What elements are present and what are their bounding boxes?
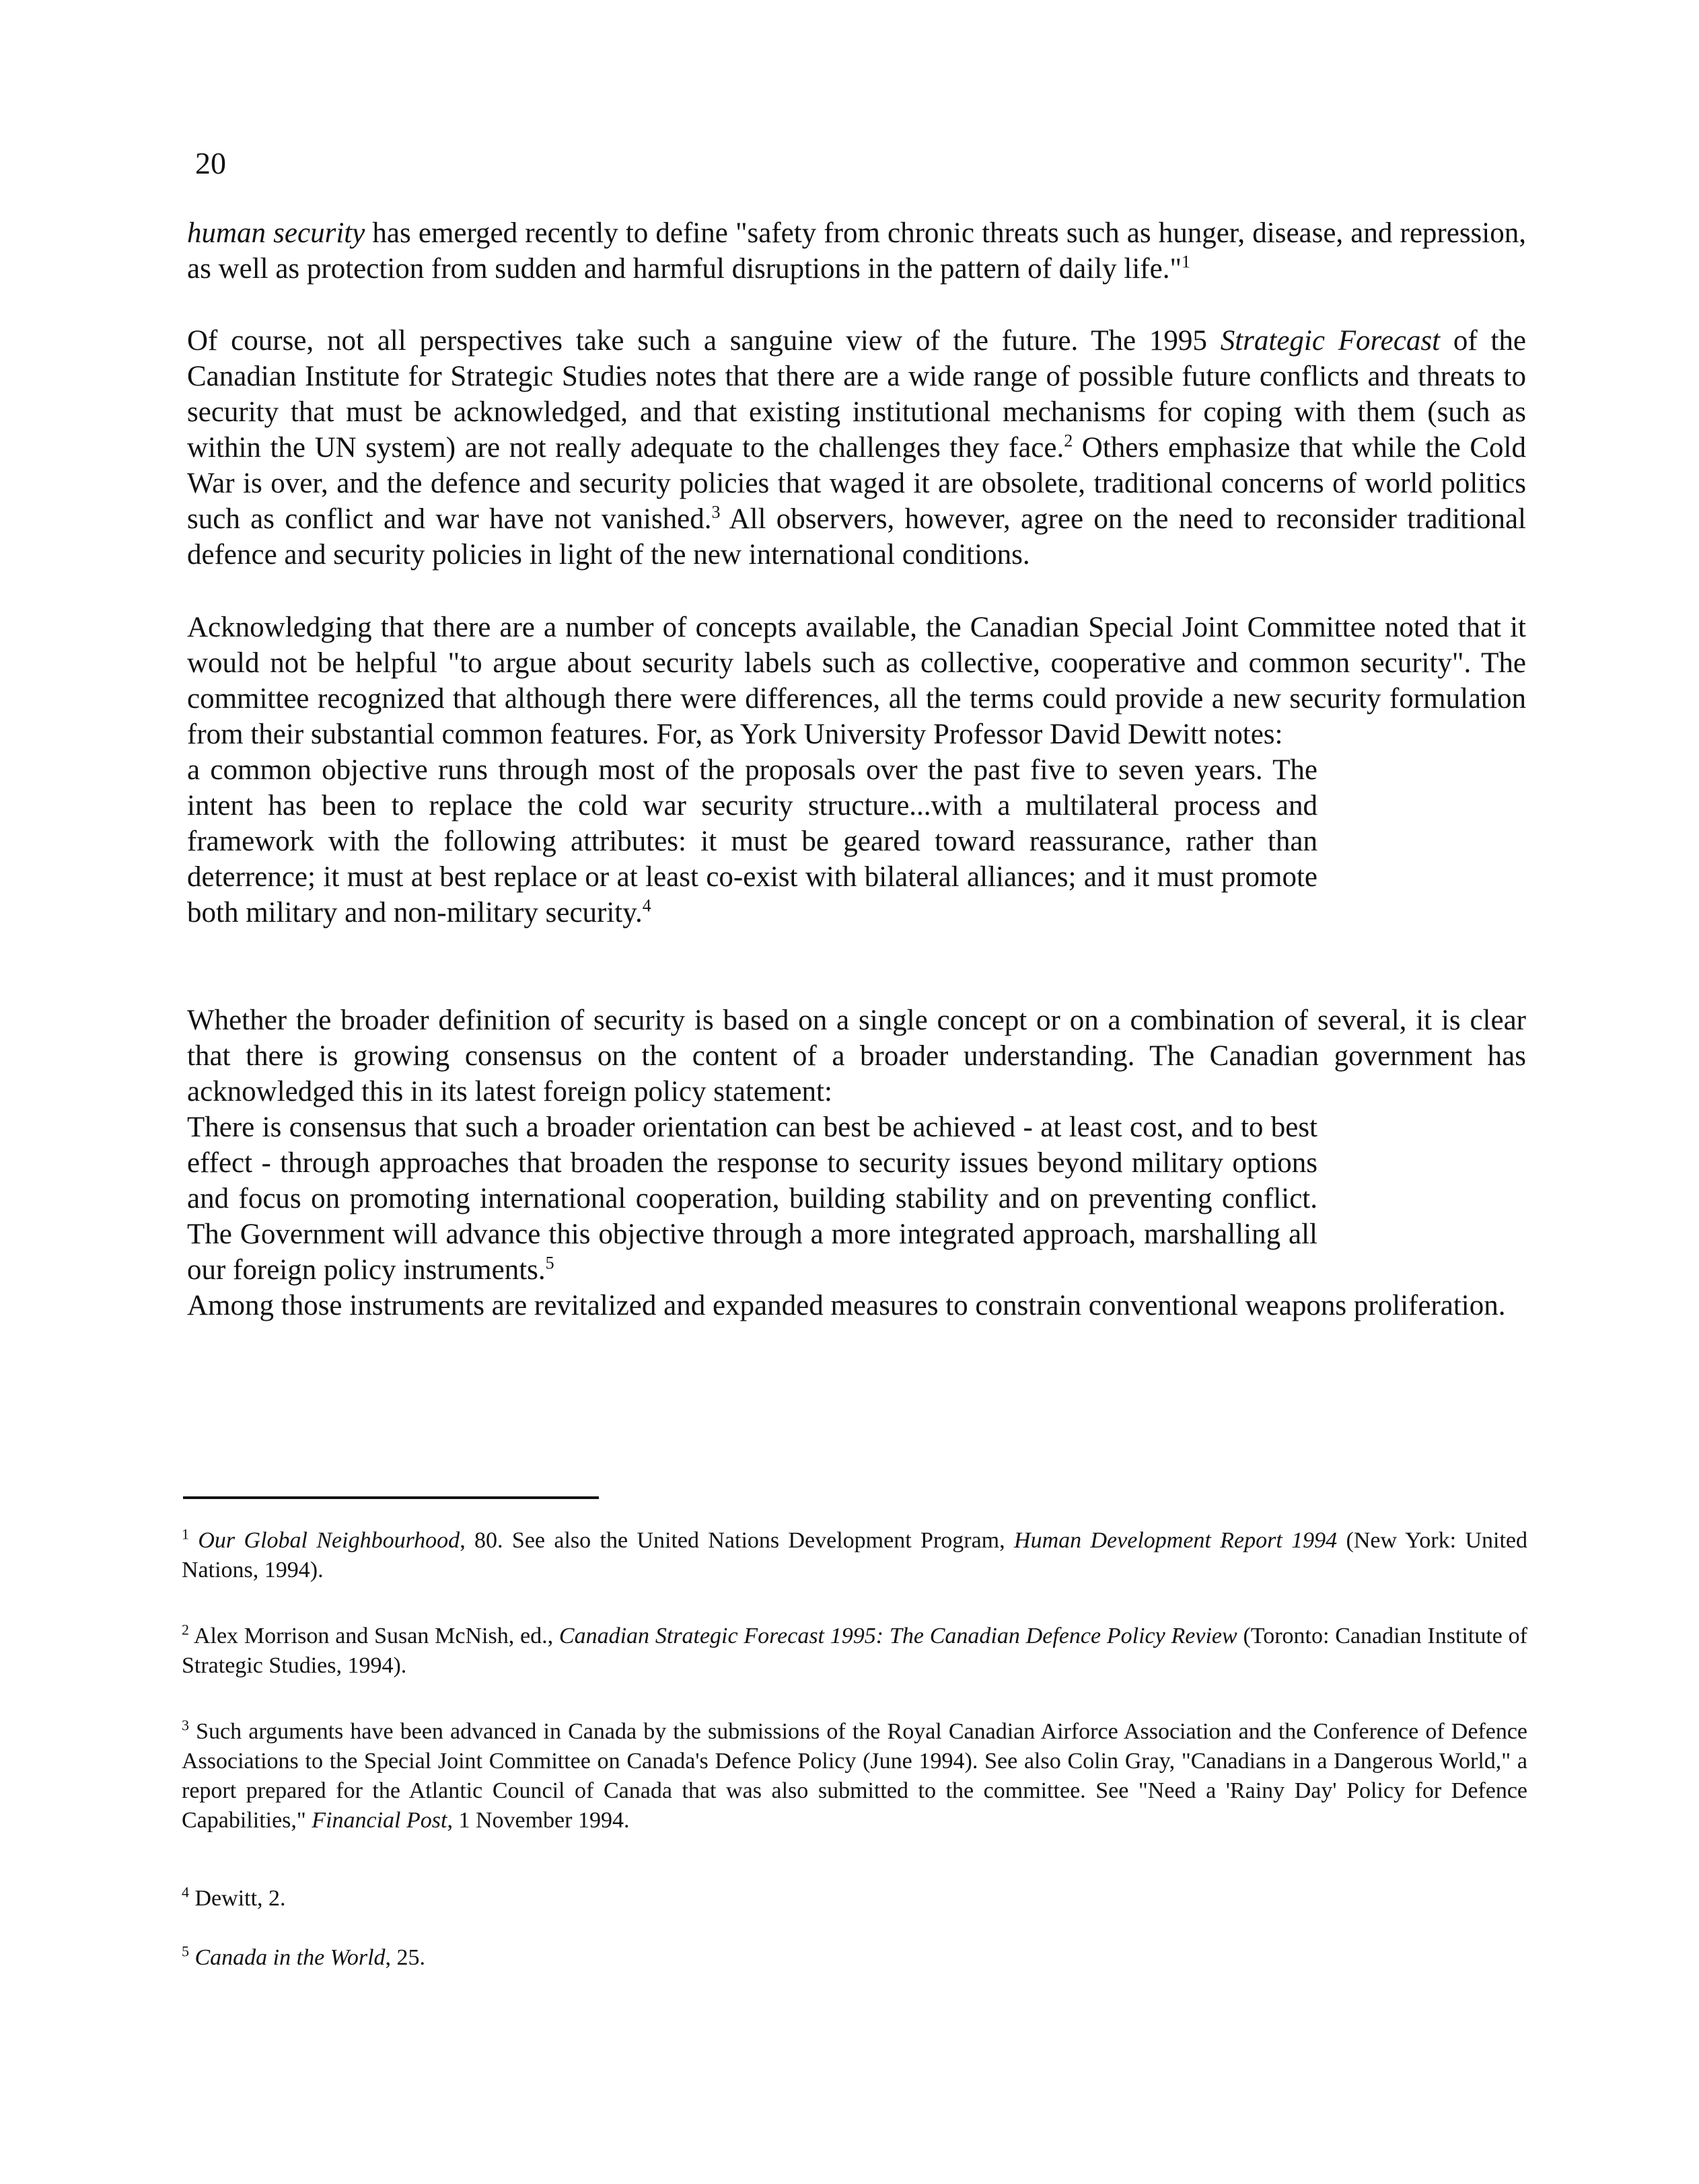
paragraph-text-segment: has emerged recently to define "safety from chronic threats such as hunger, disease, and repression, as well as protection from sudden and harmful disruptions in the pattern of daily life." xyxy=(187,217,1526,285)
paragraph-concepts xyxy=(187,610,1526,931)
italic-title: Financial Post xyxy=(312,1808,447,1833)
footnote-1 xyxy=(182,1526,1527,1585)
footnote-5 xyxy=(182,1943,1527,1973)
footnote-ref: 2 xyxy=(1064,431,1073,451)
paragraph-perspectives xyxy=(187,323,1526,573)
footnote-ref: 4 xyxy=(642,896,651,916)
page-number: 20 xyxy=(195,146,226,180)
footnote-number: 5 xyxy=(182,1942,189,1960)
paragraph-text: Acknowledging that there are a number of concepts available, the Canadian Special Joint Committee noted that it would not be helpful "to argue about security labels such as collective, cooperative and common security". The committee recognized that although there were differences, all the terms could provide a new security formulation from their substantial common features. For, as York University Professor David Dewitt notes: xyxy=(187,612,1526,750)
footnote-number: 3 xyxy=(182,1716,189,1734)
paragraph-text xyxy=(187,323,1526,573)
footnote-text: Alex Morrison and Susan McNish, ed., xyxy=(193,1624,559,1648)
italic-title: Human Development Report 1994 xyxy=(1014,1528,1338,1553)
block-quote xyxy=(187,752,1317,931)
footnote-ref: 5 xyxy=(545,1253,554,1273)
footnote-text: Dewitt, 2. xyxy=(194,1886,286,1911)
paragraph-text-segment: Of course, not all perspectives take such a sanguine view of the future. The 1995 xyxy=(187,325,1221,357)
footnote-3 xyxy=(182,1717,1527,1835)
footnote-2 xyxy=(182,1622,1527,1681)
paragraph-text-segment: of the Canadian Institute for Strategic Studies notes that there are a wide range of possible future conflicts and threats to security that must be acknowledged, and that existing institutional mechanisms for coping with them (such as within the UN system) are not really adequate to the challenges they face. xyxy=(187,325,1526,464)
footnote-text: , 1 November 1994. xyxy=(447,1808,630,1833)
paragraph-broader-definition xyxy=(187,1003,1526,1323)
footnote-text: (New York: United Nations, 1994). xyxy=(182,1528,1527,1582)
italic-title: Our Global Neighbourhood xyxy=(198,1528,460,1553)
paragraph-text-segment: All observers, however, agree on the need to reconsider traditional defence and security policies in light of the new international conditions. xyxy=(187,503,1527,571)
italic-title: Canadian Strategic Forecast 1995: The Canadian Defence Policy Review xyxy=(558,1624,1237,1648)
footnote-number: 1 xyxy=(182,1525,189,1543)
paragraph-text: Whether the broader definition of security is based on a single concept or on a combination of several, it is clear that there is growing consensus on the content of a broader understanding. The Canadian government has acknowledged this in its latest foreign policy statement: xyxy=(187,1005,1526,1107)
italic-title: Strategic Forecast xyxy=(1220,325,1441,357)
paragraph-text xyxy=(187,215,1526,287)
footnote-text: (Toronto: Canadian Institute of Strategic Studies, 1994). xyxy=(182,1624,1527,1678)
quote-text: a common objective runs through most of the proposals over the past five to seven years. The intent has been to replace the cold war security structure...with a multilateral process and framework with the following attributes: it must be geared toward reassurance, rather than deterrence; it must at best replace or at least co-exist with bilateral alliances; and it must promote both military and non-military security. xyxy=(187,754,1317,929)
footnote-ref: 3 xyxy=(711,502,721,522)
block-quote xyxy=(187,1109,1317,1288)
footnote-ref: 1 xyxy=(1182,252,1190,272)
closing-text: Among those instruments are revitalized and expanded measures to constrain conventional weapons proliferation. xyxy=(187,1290,1506,1321)
footnote-text: Such arguments have been advanced in Canada by the submissions of the Royal Canadian Airforce Association and the Conference of Defence Associations to the Special Joint Committee on Canada's Defence Policy (June 1994). See also Colin Gray, "Canadians in a Dangerous World," a report prepared for the Atlantic Council of Canada that was also submitted to the committee. See "Need a 'Rainy Day' Policy for Defence Capabilities," xyxy=(182,1719,1528,1833)
footnote-text: , 80. See also the United Nations Development Program, xyxy=(460,1528,1015,1553)
footnote-number: 2 xyxy=(182,1621,189,1638)
footnote-4 xyxy=(182,1884,1527,1914)
footnote-number: 4 xyxy=(182,1883,189,1901)
footnote-separator xyxy=(183,1496,599,1499)
italic-title: Canada in the World xyxy=(194,1945,386,1970)
italic-term: human security xyxy=(187,217,365,249)
paragraph-text-segment: Others emphasize that while the Cold War is over, and the defence and security policies that waged it are obsolete, traditional concerns of world politics such as conflict and war have not vanished. xyxy=(187,432,1526,535)
footnote-text: , 25. xyxy=(385,1945,426,1970)
quote-text: There is consensus that such a broader orientation can best be achieved - at least cost, and to best effect - through approaches that broaden the response to security issues beyond military options and focus on promoting international cooperation, building stability and on preventing conflict. The Government will advance this objective through a more integrated approach, marshalling all our foreign policy instruments. xyxy=(187,1112,1317,1286)
paragraph-human-security xyxy=(187,215,1526,287)
